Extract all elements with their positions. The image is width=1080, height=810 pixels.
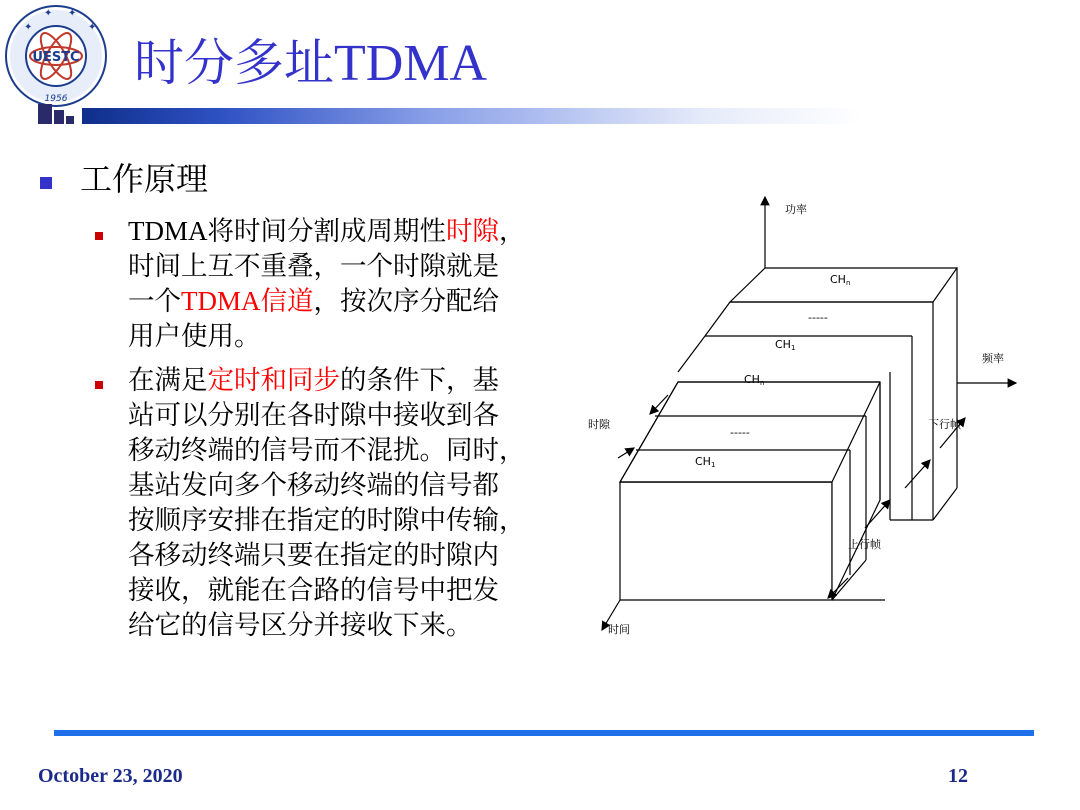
- bullet-1-marker: [95, 232, 103, 240]
- svg-text:✦: ✦: [88, 22, 97, 33]
- time-label: 时间: [608, 623, 630, 636]
- ch-n-back: CHn: [830, 273, 851, 287]
- title-en: TDMA: [334, 35, 488, 92]
- corner-square-1: [38, 104, 52, 124]
- logo-year: 1956: [44, 94, 68, 104]
- bullet-2-text: [128, 363, 568, 643]
- logo-text: UESTC: [32, 50, 80, 65]
- b2-line8: 给它的信号区分并接收下来。: [128, 610, 473, 641]
- svg-text:✦: ✦: [24, 22, 33, 33]
- ch-1-back: CH1: [775, 338, 796, 352]
- bullet-2-marker: [95, 381, 103, 389]
- b2-line5: 按顺序安排在指定的时隙中传输，: [128, 505, 526, 536]
- b1-line4: 用户使用。: [128, 321, 261, 352]
- uplink-block: [620, 482, 832, 600]
- b1-line1: TDMA将时间分割成周期性时隙，: [128, 216, 526, 247]
- power-label: 功率: [785, 203, 807, 216]
- tdma-frame-diagram: [570, 190, 1050, 650]
- bullet-1-text: [128, 214, 568, 354]
- title-underline-bar: [82, 108, 862, 124]
- freq-label: 频率: [982, 352, 1004, 365]
- svg-text:✦: ✦: [68, 8, 77, 19]
- ch-n-front: CHn: [744, 373, 765, 387]
- university-logo: [2, 2, 120, 114]
- dots-front: -----: [730, 426, 750, 439]
- b2-line3: 移动终端的信号而不混扰。同时，: [128, 435, 526, 466]
- downlink-label: 下行帧: [928, 418, 961, 431]
- svg-text:✦: ✦: [44, 8, 53, 19]
- slot-label: 时隙: [588, 418, 610, 431]
- b1-line3: 一个TDMA信道，按次序分配给: [128, 286, 499, 317]
- b2-line2: 站可以分别在各时隙中接收到各: [128, 400, 499, 431]
- uplink-label: 上行帧: [848, 538, 881, 551]
- corner-square-3: [66, 116, 74, 124]
- page-number: 12: [948, 765, 968, 787]
- b2-line6: 各移动终端只要在指定的时隙内: [128, 540, 499, 571]
- corner-square-2: [54, 110, 64, 124]
- section-heading: 工作原理: [80, 160, 209, 198]
- b2-line7: 接收，就能在合路的信号中把发: [128, 575, 499, 606]
- footer-date: October 23, 2020: [38, 765, 183, 787]
- b2-line1: 在满足定时和同步的条件下，基: [128, 365, 499, 396]
- footer-divider: [54, 730, 1034, 736]
- b2-line4: 基站发向多个移动终端的信号都: [128, 470, 499, 501]
- heading-bullet: [40, 177, 52, 189]
- ch-1-front: CH1: [695, 455, 716, 469]
- title-cn: 时分多址: [134, 34, 334, 92]
- slide-title: [134, 34, 488, 92]
- dots-back: -----: [808, 311, 828, 324]
- b1-line2: 时间上互不重叠，一个时隙就是: [128, 251, 499, 282]
